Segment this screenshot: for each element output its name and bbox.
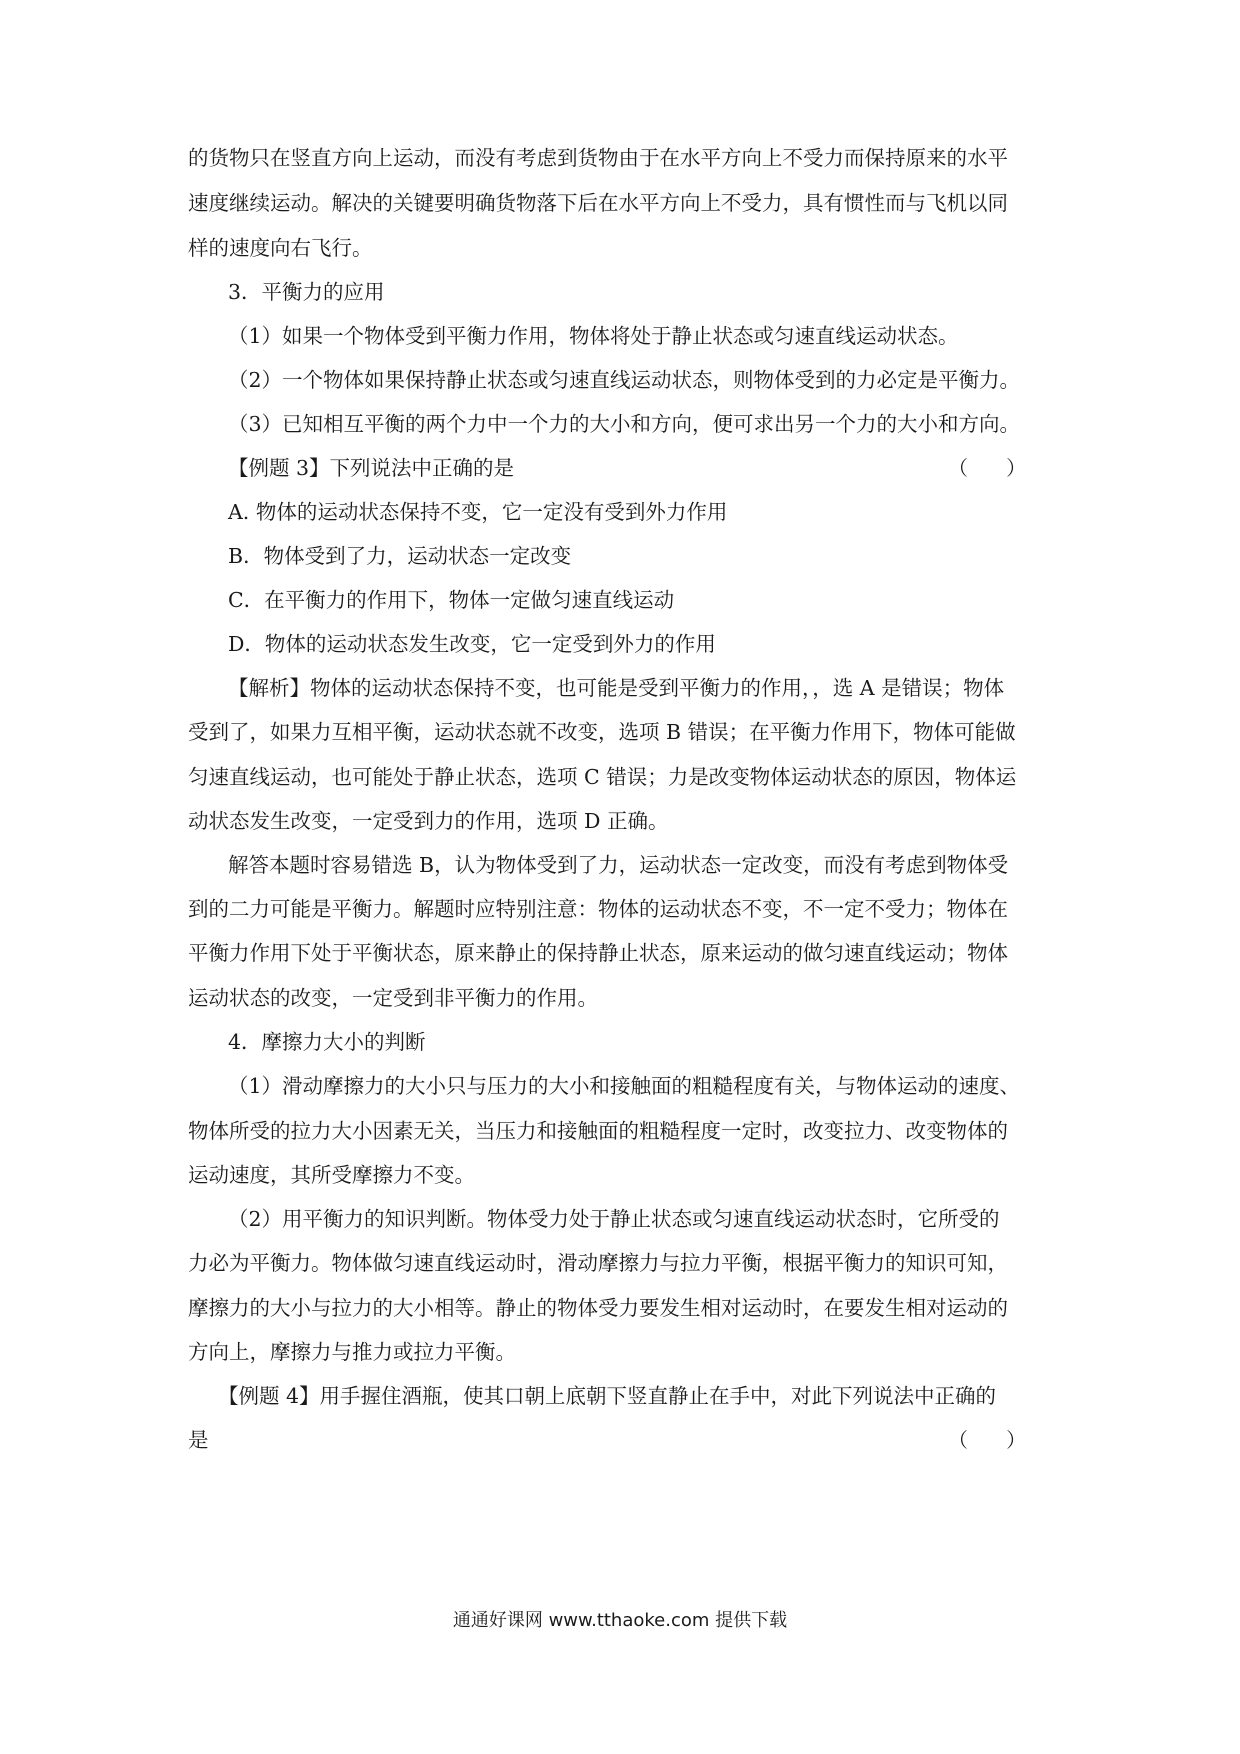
text-line: 速度继续运动。解决的关键要明确货物落下后在水平方向上不受力，具有惯性而与飞机以同 — [188, 191, 1008, 215]
page-footer: 通通好课网 www.tthaoke.com 提供下载 — [452, 1610, 788, 1631]
example-question: 是 — [188, 1428, 209, 1452]
text-line: 运动速度，其所受摩擦力不变。 — [188, 1163, 475, 1187]
text-line: 摩擦力的大小与拉力的大小相等。静止的物体受力要发生相对运动时，在要发生相对运动的 — [188, 1296, 1008, 1320]
analysis-line: 【解析】物体的运动状态保持不变，也可能是受到平衡力的作用，，选 A 是错误；物体 — [228, 676, 1005, 700]
text-line: 物体所受的拉力大小因素无关，当压力和接触面的粗糙程度一定时，改变拉力、改变物体的 — [188, 1119, 1008, 1143]
section-heading: 3．平衡力的应用 — [228, 280, 385, 304]
answer-parentheses: （ ） — [948, 456, 1027, 480]
note-line: 运动状态的改变，一定受到非平衡力的作用。 — [188, 986, 598, 1010]
analysis-line: 受到了，如果力互相平衡，运动状态就不改变，选项 B 错误；在平衡力作用下，物体可能做 — [188, 720, 1016, 744]
list-item: （1）如果一个物体受到平衡力作用，物体将处于静止状态或匀速直线运动状态。 — [228, 324, 959, 348]
text-line: （2）用平衡力的知识判断。物体受力处于静止状态或匀速直线运动状态时，它所受的 — [228, 1207, 1000, 1231]
section-heading: 4．摩擦力大小的判断 — [228, 1030, 426, 1054]
text-line: 样的速度向右飞行。 — [188, 236, 373, 260]
example-question: 【例题 4】用手握住酒瓶，使其口朝上底朝下竖直静止在手中，对此下列说法中正确的 — [218, 1384, 997, 1408]
note-line: 到的二力可能是平衡力。解题时应特别注意：物体的运动状态不变，不一定不受力；物体在 — [188, 897, 1008, 921]
answer-parentheses: （ ） — [948, 1428, 1027, 1452]
option-a: A. 物体的运动状态保持不变，它一定没有受到外力作用 — [228, 500, 728, 524]
text-line: 的货物只在竖直方向上运动，而没有考虑到货物由于在水平方向上不受力而保持原来的水平 — [188, 146, 1008, 170]
option-b: B．物体受到了力，运动状态一定改变 — [228, 544, 572, 568]
text-line: 方向上，摩擦力与推力或拉力平衡。 — [188, 1340, 516, 1364]
list-item: （3）已知相互平衡的两个力中一个力的大小和方向，便可求出另一个力的大小和方向。 — [228, 412, 1021, 436]
option-d: D．物体的运动状态发生改变，它一定受到外力的作用 — [228, 632, 716, 656]
analysis-line: 动状态发生改变，一定受到力的作用，选项 D 正确。 — [188, 809, 669, 833]
option-c: C．在平衡力的作用下，物体一定做匀速直线运动 — [228, 588, 675, 612]
note-line: 平衡力作用下处于平衡状态，原来静止的保持静止状态，原来运动的做匀速直线运动；物体 — [188, 941, 1008, 965]
example-question: 【例题 3】下列说法中正确的是 — [228, 456, 515, 480]
note-line: 解答本题时容易错选 B，认为物体受到了力，运动状态一定改变，而没有考虑到物体受 — [228, 853, 1009, 877]
text-line: （1）滑动摩擦力的大小只与压力的大小和接触面的粗糙程度有关，与物体运动的速度、 — [228, 1074, 1021, 1098]
analysis-line: 匀速直线运动，也可能处于静止状态，选项 C 错误；力是改变物体运动状态的原因，物体运 — [188, 765, 1017, 789]
text-line: 力必为平衡力。物体做匀速直线运动时，滑动摩擦力与拉力平衡，根据平衡力的知识可知， — [188, 1251, 1008, 1275]
list-item: （2）一个物体如果保持静止状态或匀速直线运动状态，则物体受到的力必定是平衡力。 — [228, 368, 1021, 392]
